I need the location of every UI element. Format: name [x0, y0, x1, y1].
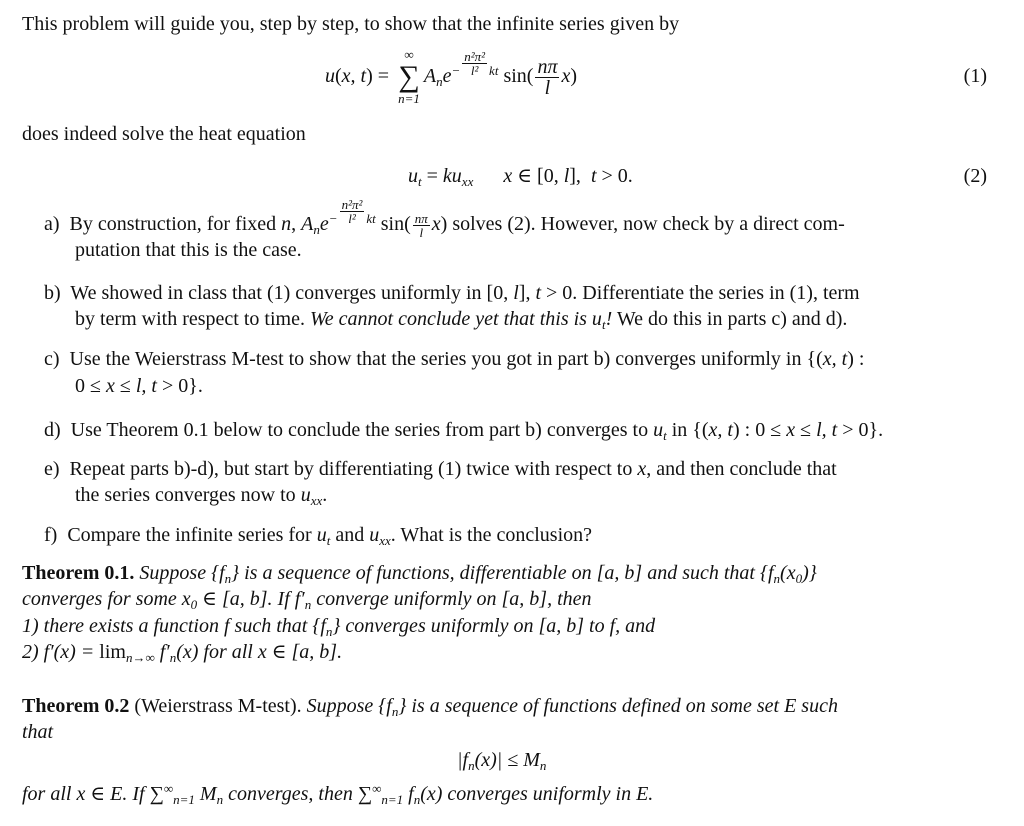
- exponent-tail: kt: [489, 63, 499, 78]
- theorem-0-2-line-1: [22, 694, 838, 718]
- text-segment: u: [369, 524, 380, 546]
- part-d-line-1: [44, 418, 883, 442]
- text-segment: ,: [291, 213, 302, 235]
- text-segment: e) Repeat parts b)-d), but start by differentiating (1) twice with respect to: [44, 458, 638, 480]
- text-segment: n: [224, 571, 232, 586]
- text-segment: , and then conclude that: [646, 458, 837, 480]
- text-segment: !: [605, 308, 613, 330]
- text-segment: a) By construction, for fixed: [44, 213, 282, 235]
- text-segment: n: [413, 792, 421, 807]
- text-segment: l: [563, 165, 570, 187]
- exponent: [451, 49, 499, 78]
- text-segment: n=1: [381, 792, 404, 807]
- text-segment: l, t: [135, 375, 157, 397]
- text-segment: A: [423, 65, 437, 87]
- part-e-line-2: [75, 483, 327, 507]
- text-segment: M: [194, 783, 217, 805]
- text-segment: Theorem 0.1.: [22, 562, 135, 584]
- equation-1: [325, 47, 1005, 107]
- text-segment: u: [653, 419, 664, 441]
- theorem-0-2-line-2: [22, 720, 53, 744]
- text-segment: n: [216, 792, 224, 807]
- text-segment: ): [570, 65, 578, 87]
- text-segment: (x)| ≤ M: [474, 749, 540, 771]
- numerator: nπ: [537, 55, 558, 78]
- text-segment: putation that this is the case.: [75, 239, 302, 261]
- text-segment: (: [335, 65, 342, 87]
- exponent-tail: kt: [366, 211, 376, 226]
- text-segment: ≤: [795, 419, 817, 441]
- text-segment: > 0.: [596, 165, 633, 187]
- theorem-0-1-line-1: [22, 561, 817, 585]
- text-segment: (x: [780, 562, 796, 584]
- text-segment: n: [436, 74, 443, 89]
- exponent-fraction: [462, 50, 487, 77]
- sum-upper-limit: ∞: [404, 47, 414, 63]
- summation-symbol: [398, 47, 420, 107]
- text-segment: x: [473, 165, 513, 187]
- part-a-line-2: [75, 238, 302, 262]
- text-segment: ∞: [372, 781, 382, 796]
- exponent: [328, 197, 376, 226]
- text-segment: converges for some x: [22, 588, 191, 610]
- text-segment: x: [561, 65, 571, 87]
- theorem-0-1-line-3: [22, 614, 655, 638]
- text-segment: n: [468, 758, 475, 773]
- text-segment: n: [304, 597, 312, 612]
- heat-equation-intro: [22, 122, 306, 146]
- text-segment: ],: [569, 165, 591, 187]
- text-segment: t: [601, 317, 606, 332]
- text-segment: x: [105, 375, 115, 397]
- text-segment: c) Use the Weierstrass M-test to show that the series you got in part b) converges uniformly in {(: [44, 348, 823, 370]
- exponent-sign: −: [451, 63, 461, 78]
- text-segment: l: [513, 282, 519, 304]
- text-segment: ∑: [149, 783, 164, 805]
- part-e-line-1: [44, 457, 837, 481]
- text-segment: x: [431, 213, 441, 235]
- text-segment: n=1: [173, 792, 195, 807]
- part-f-line-1: [44, 523, 592, 547]
- text-segment: in {(: [666, 419, 709, 441]
- text-segment: 0: [190, 597, 198, 612]
- part-b-line-1: [44, 281, 860, 305]
- text-segment: sin(: [498, 65, 534, 87]
- text-segment: 1) there exists a function f such that {f: [22, 615, 326, 637]
- text-segment: u: [300, 484, 311, 506]
- text-segment: x: [786, 419, 796, 441]
- text-segment: t: [590, 165, 597, 187]
- text-segment: t: [663, 428, 667, 443]
- text-segment: ) =: [366, 65, 395, 87]
- denominator: l: [544, 76, 551, 99]
- text-segment: 0 ≤: [75, 375, 106, 397]
- text-segment: n→∞: [125, 650, 155, 665]
- text-segment: ∞: [163, 781, 174, 796]
- text-segment: 0: [795, 571, 803, 586]
- denominator: l: [419, 224, 424, 240]
- part-a-line-1: [44, 197, 845, 240]
- text-segment: . What is the conclusion?: [390, 524, 592, 546]
- text-segment: } converges uniformly on [a, b] to f, and: [332, 615, 656, 637]
- text-segment: We do this in parts c) and d).: [612, 308, 848, 330]
- text-segment: n: [391, 704, 399, 719]
- text-segment: } is a sequence of functions defined on some set E such: [398, 695, 838, 717]
- text-segment: e: [319, 213, 329, 235]
- text-segment: A: [301, 213, 314, 235]
- text-segment: t: [418, 174, 422, 189]
- text-segment: n: [773, 571, 781, 586]
- text-segment: f′: [154, 641, 170, 663]
- theorem-0-2-line-3: [22, 782, 653, 806]
- text-segment: )}: [802, 562, 817, 584]
- text-segment: Suppose {f: [306, 695, 392, 717]
- part-c-line-1: [44, 347, 864, 371]
- text-segment: and: [330, 524, 370, 546]
- sigma-icon: ∑: [398, 60, 420, 94]
- text-segment: n: [169, 650, 177, 665]
- text-segment: xx: [379, 533, 391, 548]
- text-segment: ∈ [a, b]. If f′: [197, 588, 305, 610]
- text-segment: u: [325, 65, 335, 87]
- text-segment: ) solves (2). However, now check by a direct com-: [440, 213, 845, 235]
- equation-2: [408, 164, 1005, 188]
- theorem-0-1-line-2: [22, 587, 592, 611]
- text-segment: n: [325, 624, 333, 639]
- text-segment: lim: [99, 641, 126, 663]
- text-segment: converges, then: [223, 783, 358, 805]
- equation-number: (1): [963, 65, 987, 87]
- text-segment: u: [316, 524, 327, 546]
- text-segment: ∈ [0,: [512, 165, 564, 187]
- fraction: [413, 210, 430, 240]
- text-segment: } is a sequence of functions, differentiable on [a, b] and such that {f: [231, 562, 774, 584]
- text-segment: > 0}.: [156, 375, 203, 397]
- text-segment: ) :: [847, 348, 865, 370]
- text-segment: n: [281, 213, 292, 235]
- text-segment: > 0}.: [837, 419, 884, 441]
- text-segment: f) Compare the infinite series for: [44, 524, 317, 546]
- text-segment: d) Use Theorem 0.1 below to conclude the series from part b) converges to: [44, 419, 654, 441]
- text-segment: ku: [442, 165, 462, 187]
- text-segment: by term with respect to time.: [75, 308, 310, 330]
- text-segment: |f: [457, 749, 469, 771]
- text-segment: x: [637, 458, 647, 480]
- text-segment: the series converges now to: [75, 484, 301, 506]
- text-segment: x, t: [708, 419, 733, 441]
- text-segment: .: [322, 484, 328, 506]
- text-segment: xx: [461, 174, 474, 189]
- numerator: n²π²: [464, 49, 486, 64]
- text-segment: (x) for all x ∈ [a, b].: [176, 641, 343, 663]
- text-segment: n: [539, 758, 547, 773]
- part-c-line-2: [75, 374, 203, 398]
- intro-text: [22, 12, 679, 36]
- sum-lower-limit: n=1: [398, 91, 420, 107]
- text-segment: ],: [518, 282, 536, 304]
- text-segment: that: [22, 721, 54, 743]
- text-segment: f: [403, 783, 414, 805]
- exponent-fraction: [340, 198, 365, 225]
- numerator: nπ: [414, 210, 428, 226]
- text-segment: u: [408, 165, 418, 187]
- equation-number: (2): [963, 165, 987, 187]
- text-segment: ) : 0 ≤: [732, 419, 787, 441]
- text-segment: ∑: [357, 783, 373, 805]
- text-segment: for all x ∈ E. If: [22, 783, 150, 805]
- denominator: l²: [348, 211, 356, 226]
- denominator: l²: [470, 63, 479, 78]
- text-segment: l, t: [816, 419, 838, 441]
- text-segment: xx: [310, 493, 323, 508]
- text-segment: We cannot conclude yet that this is u: [309, 308, 602, 330]
- text-segment: t: [326, 533, 331, 548]
- text-segment: (x) converges uniformly in E.: [420, 783, 654, 805]
- theorem-0-2-inequality: [457, 748, 546, 772]
- text-segment: sin(: [375, 213, 411, 235]
- text-segment: t: [535, 282, 542, 304]
- text-segment: e: [442, 65, 452, 87]
- text-segment: ≤: [114, 375, 136, 397]
- exponent-sign: −: [328, 211, 338, 226]
- text-segment: 2) f′(x) =: [22, 641, 100, 663]
- part-b-line-2: [75, 307, 847, 331]
- text-segment: Suppose {f: [134, 562, 225, 584]
- numerator: n²π²: [341, 197, 363, 212]
- text-segment: x, t: [341, 65, 367, 87]
- text-segment: x, t: [822, 348, 848, 370]
- theorem-0-1-line-4: [22, 640, 342, 664]
- text-segment: (Weierstrass M-test).: [129, 695, 307, 717]
- text-segment: This problem will guide you, step by step, to show that the infinite series given by: [22, 13, 680, 35]
- text-segment: converge uniformly on [a, b], then: [311, 588, 592, 610]
- text-segment: n: [313, 222, 320, 237]
- text-segment: does indeed solve the heat equation: [22, 123, 306, 145]
- text-segment: Theorem 0.2: [22, 695, 130, 717]
- text-segment: b) We showed in class that (1) converges uniformly in [0,: [44, 282, 514, 304]
- text-segment: =: [421, 165, 443, 187]
- text-segment: > 0. Differentiate the series in (1), term: [541, 282, 860, 304]
